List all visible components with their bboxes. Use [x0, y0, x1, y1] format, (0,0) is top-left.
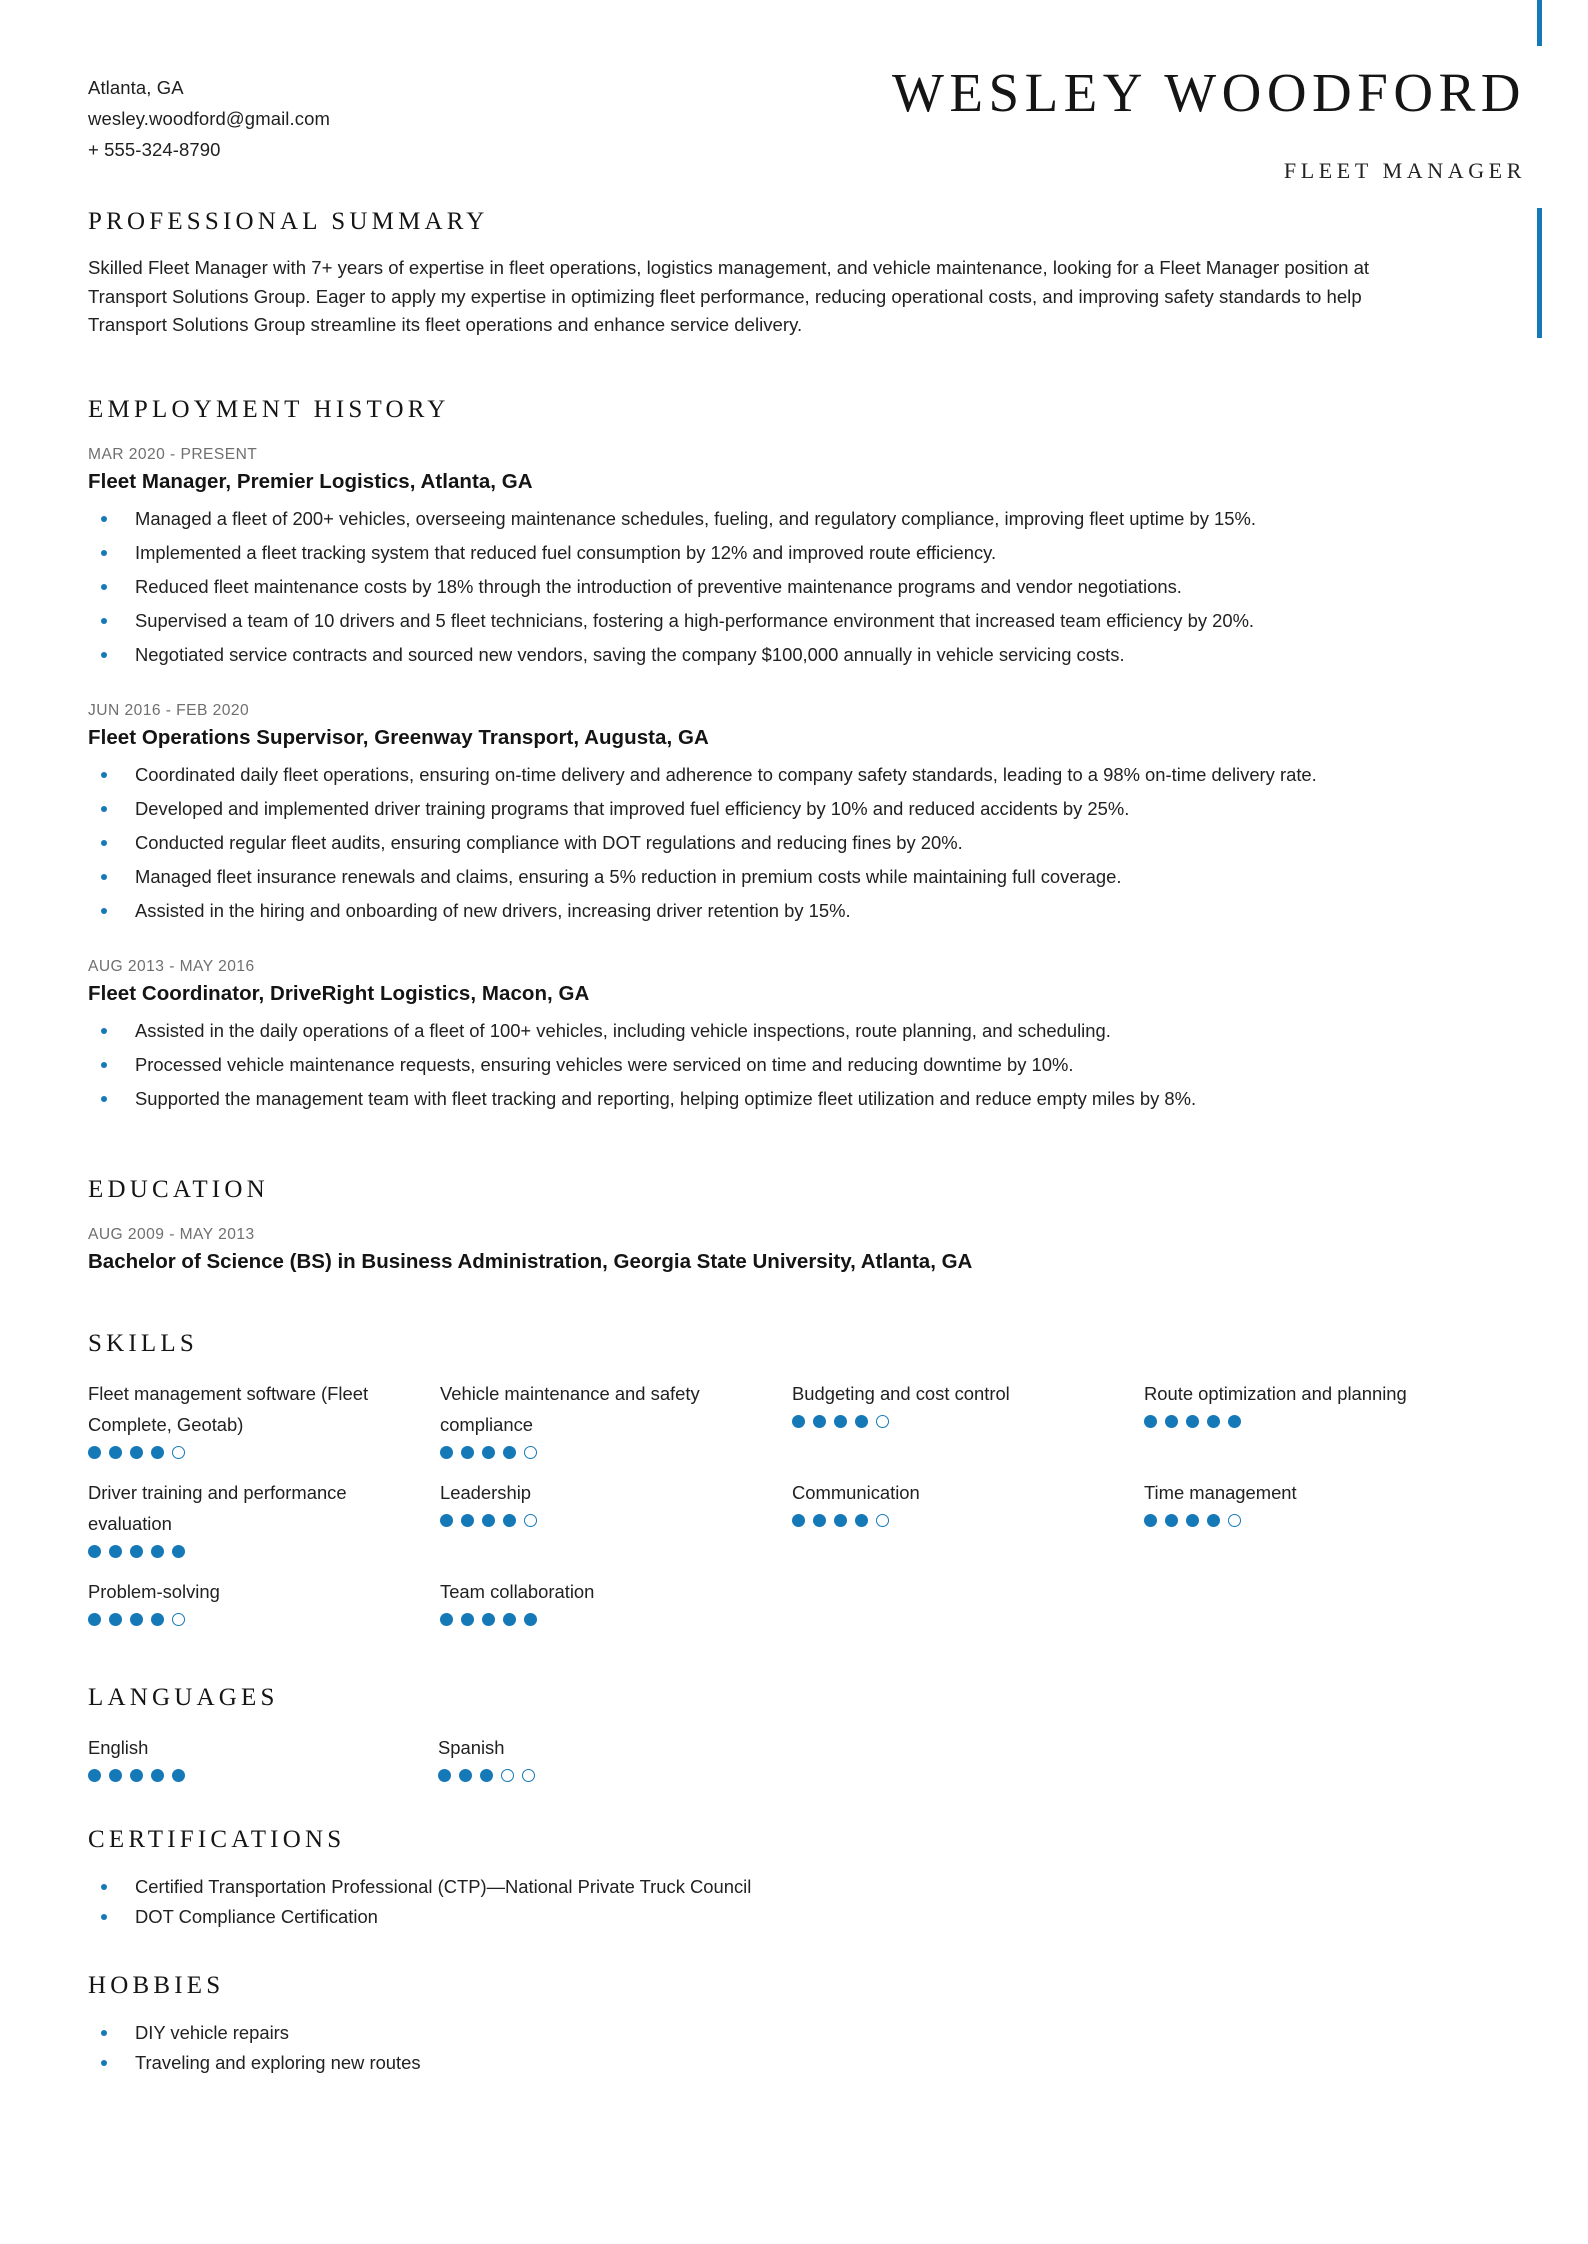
rating-dot-filled — [151, 1545, 164, 1558]
skill-rating — [792, 1412, 1106, 1432]
hobby-item: Traveling and exploring new routes — [88, 2048, 1408, 2078]
rating-dot-filled — [130, 1613, 143, 1626]
employment-bullet: Managed a fleet of 200+ vehicles, overseeing maintenance schedules, fueling, and regulatory compliance, improving fleet uptime by 15%. — [88, 506, 1378, 532]
skill-rating — [88, 1542, 402, 1562]
rating-dot-filled — [438, 1769, 451, 1782]
section-title-summary: PROFESSIONAL SUMMARY — [88, 208, 489, 235]
language-item — [438, 1732, 788, 1786]
language-label: Spanish — [438, 1736, 505, 1758]
employment-bullet: Processed vehicle maintenance requests, ensuring vehicles were serviced on time and reducing downtime by 10%. — [88, 1052, 1378, 1078]
certification-item: Certified Transportation Professional (CTP)—National Private Truck Council — [88, 1872, 1408, 1902]
skills-grid — [88, 1378, 1408, 1644]
skill-rating — [440, 1610, 754, 1630]
employment-heading: Fleet Operations Supervisor, Greenway Transport, Augusta, GA — [88, 725, 709, 749]
employment-entry — [88, 958, 1408, 1112]
skill-label: Route optimization and planning — [1144, 1382, 1407, 1404]
section-hobbies — [88, 1972, 1408, 2078]
rating-dot-filled — [440, 1514, 453, 1527]
section-languages — [88, 1684, 1408, 1786]
languages-grid — [88, 1732, 1408, 1786]
rating-dot-filled — [503, 1446, 516, 1459]
skill-item — [792, 1378, 1142, 1477]
rating-dot-filled — [461, 1514, 474, 1527]
employment-entry — [88, 446, 1408, 668]
employment-bullet: Reduced fleet maintenance costs by 18% through the introduction of preventive maintenance programs and vendor negotiations. — [88, 574, 1378, 600]
skill-rating — [1144, 1412, 1458, 1432]
employment-heading: Fleet Manager, Premier Logistics, Atlanta, GA — [88, 469, 533, 493]
spacer — [88, 1120, 1408, 1176]
rating-dot-filled — [109, 1769, 122, 1782]
employment-bullet: Managed fleet insurance renewals and claims, ensuring a 5% reduction in premium costs while maintaining full coverage. — [88, 864, 1378, 890]
skill-label: Time management — [1144, 1481, 1297, 1503]
skill-rating — [792, 1511, 1106, 1531]
skill-item — [88, 1378, 438, 1477]
employment-bullet-list — [88, 1018, 1408, 1112]
skill-label: Problem-solving — [88, 1580, 220, 1602]
rating-dot-filled — [130, 1545, 143, 1558]
skill-label: Team collaboration — [440, 1580, 595, 1602]
skill-item — [440, 1477, 790, 1576]
skill-label: Communication — [792, 1481, 920, 1503]
rating-dot-filled — [88, 1769, 101, 1782]
rating-dot-empty — [1228, 1514, 1241, 1527]
rating-dot-filled — [461, 1613, 474, 1626]
spacer — [88, 1644, 1408, 1684]
education-heading: Bachelor of Science (BS) in Business Administration, Georgia State University, Atlanta, GA — [88, 1249, 973, 1273]
section-title-hobbies: HOBBIES — [88, 1971, 225, 1999]
rating-dot-filled — [109, 1545, 122, 1558]
rating-dot-empty — [501, 1769, 514, 1782]
language-item — [88, 1732, 438, 1786]
rating-dot-filled — [482, 1613, 495, 1626]
employment-bullet: Coordinated daily fleet operations, ensuring on-time delivery and adherence to company safety standards, leading to a 98% on-time delivery rate. — [88, 762, 1378, 788]
skill-item — [440, 1378, 790, 1477]
skill-item — [792, 1477, 1142, 1576]
spacer — [88, 1274, 1408, 1330]
section-employment-history — [88, 396, 1408, 1112]
rating-dot-filled — [855, 1415, 868, 1428]
rating-dot-filled — [151, 1446, 164, 1459]
rating-dot-filled — [503, 1514, 516, 1527]
employment-date: AUG 2013 - MAY 2016 — [88, 957, 255, 975]
rating-dot-empty — [524, 1514, 537, 1527]
rating-dot-filled — [172, 1769, 185, 1782]
candidate-name: WESLEY WOODFORD — [891, 62, 1526, 123]
rating-dot-filled — [459, 1769, 472, 1782]
skill-item — [1144, 1477, 1494, 1576]
rating-dot-filled — [834, 1514, 847, 1527]
rating-dot-filled — [1186, 1415, 1199, 1428]
rating-dot-filled — [1165, 1514, 1178, 1527]
employment-bullet: Negotiated service contracts and sourced new vendors, saving the company $100,000 annually in vehicle servicing costs. — [88, 642, 1378, 668]
resume-content — [88, 208, 1408, 2078]
employment-bullet: Supported the management team with fleet tracking and reporting, helping optimize fleet utilization and reduce empty miles by 8%. — [88, 1086, 1378, 1112]
employment-bullet: Assisted in the hiring and onboarding of new drivers, increasing driver retention by 15%. — [88, 898, 1378, 924]
rating-dot-filled — [151, 1769, 164, 1782]
employment-bullet: Supervised a team of 10 drivers and 5 fleet technicians, fostering a high-performance environment that increased team efficiency by 20%. — [88, 608, 1378, 634]
rating-dot-filled — [1228, 1415, 1241, 1428]
contact-phone: + 555-324-8790 — [88, 139, 221, 160]
rating-dot-empty — [876, 1415, 889, 1428]
rating-dot-empty — [876, 1514, 889, 1527]
spacer — [88, 340, 1408, 396]
rating-dot-filled — [440, 1613, 453, 1626]
skill-rating — [88, 1443, 402, 1463]
spacer — [88, 1786, 1408, 1826]
skill-item — [440, 1576, 790, 1644]
employment-bullet: Conducted regular fleet audits, ensuring compliance with DOT regulations and reducing fines by 20%. — [88, 830, 1378, 856]
section-title-employment: EMPLOYMENT HISTORY — [88, 395, 450, 423]
rating-dot-filled — [1144, 1514, 1157, 1527]
employment-date: MAR 2020 - PRESENT — [88, 445, 258, 463]
section-title-education: EDUCATION — [88, 1175, 269, 1203]
section-title-skills: SKILLS — [88, 1329, 198, 1357]
employment-bullet: Implemented a fleet tracking system that reduced fuel consumption by 12% and improved route efficiency. — [88, 540, 1378, 566]
education-list — [88, 1226, 1408, 1274]
skill-label: Leadership — [440, 1481, 532, 1503]
skill-label: Driver training and performance evaluation — [88, 1481, 347, 1534]
rating-dot-filled — [1207, 1514, 1220, 1527]
language-rating — [88, 1766, 438, 1786]
rating-dot-empty — [172, 1613, 185, 1626]
rating-dot-filled — [440, 1446, 453, 1459]
contact-email: wesley.woodford@gmail.com — [88, 108, 330, 129]
skill-label: Vehicle maintenance and safety compliance — [440, 1382, 700, 1435]
employment-list — [88, 446, 1408, 1112]
section-title-certifications: CERTIFICATIONS — [88, 1825, 346, 1853]
skill-label: Budgeting and cost control — [792, 1382, 1010, 1404]
rating-dot-filled — [1186, 1514, 1199, 1527]
rating-dot-filled — [88, 1613, 101, 1626]
spacer — [88, 1932, 1408, 1972]
rating-dot-filled — [792, 1514, 805, 1527]
rating-dot-filled — [88, 1446, 101, 1459]
section-professional-summary — [88, 208, 1408, 340]
rating-dot-filled — [792, 1415, 805, 1428]
rating-dot-filled — [130, 1446, 143, 1459]
rating-dot-filled — [109, 1613, 122, 1626]
rating-dot-filled — [813, 1415, 826, 1428]
employment-bullet-list — [88, 762, 1408, 924]
summary-text: Skilled Fleet Manager with 7+ years of expertise in fleet operations, logistics management, and vehicle maintenance, looking for a Fleet Manager position at Transport Solutions Group. Eager to apply my expertise in optimizing fleet performance, reducing operational costs, and improving safety standards to help Transport Solutions Group streamline its fleet operations and enhance service delivery. — [88, 257, 1370, 335]
accent-bar-lower — [1537, 208, 1542, 338]
employment-entry — [88, 702, 1408, 924]
skill-rating — [1144, 1511, 1458, 1531]
employment-bullet-list — [88, 506, 1408, 668]
hobby-item: DIY vehicle repairs — [88, 2018, 1408, 2048]
skill-label: Fleet management software (Fleet Complete, Geotab) — [88, 1382, 369, 1435]
skill-item — [88, 1576, 438, 1644]
rating-dot-filled — [813, 1514, 826, 1527]
rating-dot-empty — [172, 1446, 185, 1459]
rating-dot-empty — [524, 1446, 537, 1459]
certification-item: DOT Compliance Certification — [88, 1902, 1408, 1932]
rating-dot-filled — [1144, 1415, 1157, 1428]
certifications-list — [88, 1872, 1408, 1932]
employment-bullet: Assisted in the daily operations of a fleet of 100+ vehicles, including vehicle inspections, route planning, and scheduling. — [88, 1018, 1378, 1044]
rating-dot-filled — [482, 1446, 495, 1459]
rating-dot-filled — [109, 1446, 122, 1459]
section-certifications — [88, 1826, 1408, 1932]
skill-item — [1144, 1378, 1494, 1477]
skill-item — [88, 1477, 438, 1576]
candidate-job-title: FLEET MANAGER — [1283, 158, 1526, 183]
rating-dot-filled — [130, 1769, 143, 1782]
section-education — [88, 1176, 1408, 1274]
education-date: AUG 2009 - MAY 2013 — [88, 1225, 255, 1243]
skill-rating — [88, 1610, 402, 1630]
rating-dot-filled — [524, 1613, 537, 1626]
rating-dot-filled — [88, 1545, 101, 1558]
rating-dot-filled — [503, 1613, 516, 1626]
employment-bullet: Developed and implemented driver training programs that improved fuel efficiency by 10% and reduced accidents by 25%. — [88, 796, 1378, 822]
rating-dot-filled — [172, 1545, 185, 1558]
rating-dot-filled — [834, 1415, 847, 1428]
contact-location: Atlanta, GA — [88, 77, 184, 98]
contact-block — [88, 72, 330, 165]
section-skills — [88, 1330, 1408, 1644]
employment-heading: Fleet Coordinator, DriveRight Logistics, Macon, GA — [88, 981, 590, 1005]
employment-date: JUN 2016 - FEB 2020 — [88, 701, 250, 719]
language-rating — [438, 1766, 788, 1786]
rating-dot-filled — [151, 1613, 164, 1626]
rating-dot-empty — [522, 1769, 535, 1782]
rating-dot-filled — [1207, 1415, 1220, 1428]
hobbies-list — [88, 2018, 1408, 2078]
language-label: English — [88, 1736, 149, 1758]
skill-rating — [440, 1511, 754, 1531]
rating-dot-filled — [855, 1514, 868, 1527]
skill-rating — [440, 1443, 754, 1463]
resume-header — [0, 0, 1588, 200]
rating-dot-filled — [461, 1446, 474, 1459]
rating-dot-filled — [1165, 1415, 1178, 1428]
rating-dot-filled — [482, 1514, 495, 1527]
rating-dot-filled — [480, 1769, 493, 1782]
section-title-languages: LANGUAGES — [88, 1683, 279, 1711]
